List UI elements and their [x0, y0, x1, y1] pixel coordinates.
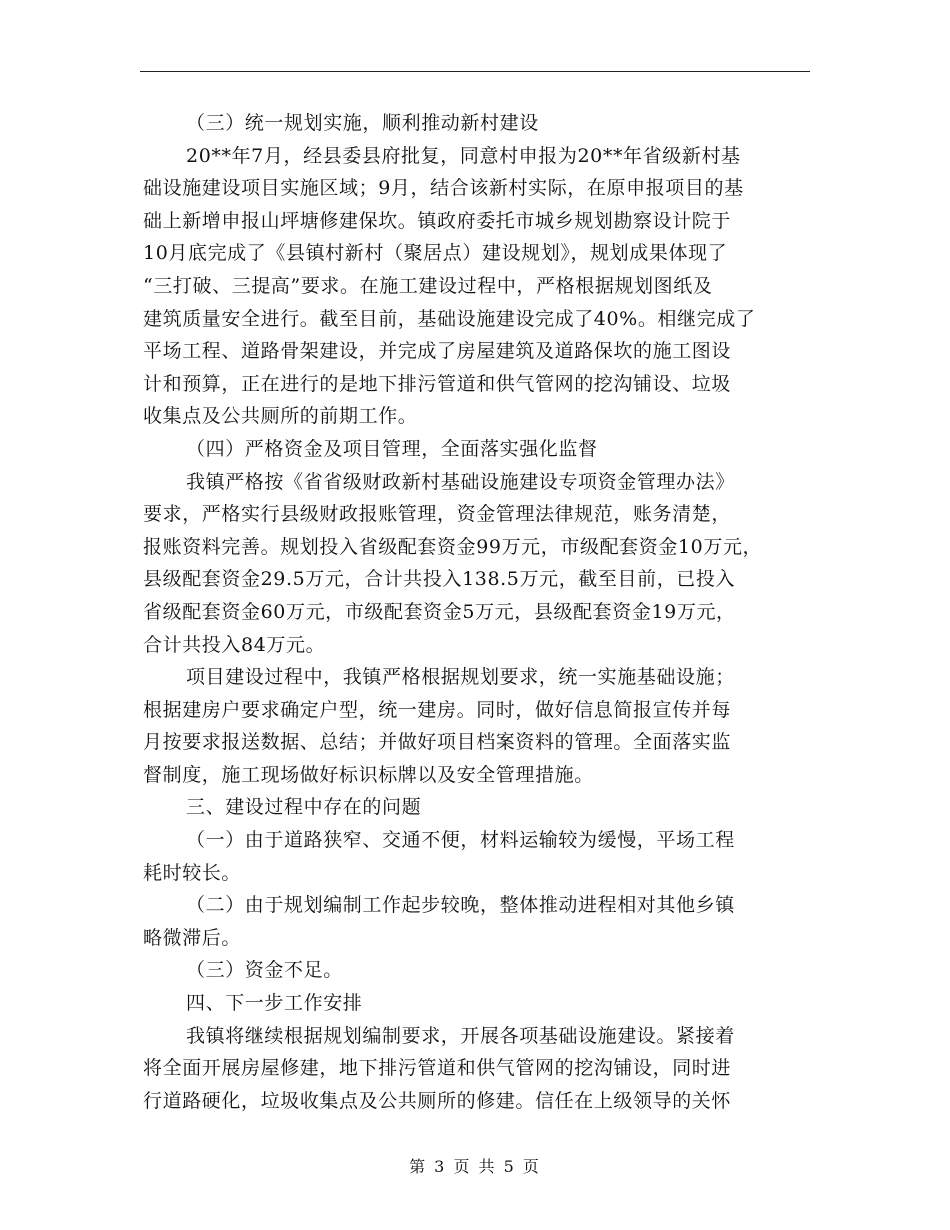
text-line: 略微滞后。 — [143, 926, 242, 949]
text-line: 督制度，施工现场做好标识标牌以及安全管理措施。 — [143, 763, 594, 786]
text-line: 20**年7月，经县委县府批复，同意村申报为20**年省级新村基 — [186, 144, 741, 167]
text-line: 省级配套资金60万元，市级配套资金5万元，县级配套资金19万元， — [143, 600, 736, 623]
text-line: 收集点及公共厕所的前期工作。 — [143, 405, 418, 428]
text-line: 四、下一步工作安排 — [186, 992, 363, 1015]
text-line: 根据建房户要求确定户型，统一建房。同时，做好信息简报宣传并每 — [143, 698, 732, 721]
header-rule — [140, 71, 810, 72]
text-line: “三打破、三提高”要求。在施工建设过程中，严格根据规划图纸及 — [143, 274, 713, 297]
text-line: 我镇严格按《省省级财政新村基础设施建设专项资金管理办法》 — [186, 470, 735, 493]
text-line: 10月底完成了《县镇村新村（聚居点）建设规划》，规划成果体现了 — [143, 242, 728, 265]
text-line: 建筑质量安全进行。截至目前，基础设施建设完成了40%。相继完成了 — [143, 307, 756, 330]
text-line: （四）严格资金及项目管理，全面落实强化监督 — [186, 437, 598, 460]
text-line: 合计共投入84万元。 — [143, 633, 326, 656]
text-line: 计和预算，正在进行的是地下排污管道和供气管网的挖沟铺设、垃圾 — [143, 372, 732, 395]
text-line: 耗时较长。 — [143, 861, 242, 884]
text-line: 础设施建设项目实施区域；9月，结合该新村实际，在原申报项目的基 — [143, 177, 744, 200]
text-line: 平场工程、道路骨架建设，并完成了房屋建筑及道路保坎的施工图设 — [143, 340, 732, 363]
text-line: （二）由于规划编制工作起步较晚，整体推动进程相对其他乡镇 — [186, 894, 735, 917]
text-line: 项目建设过程中，我镇严格根据规划要求，统一实施基础设施； — [186, 666, 735, 689]
page-number: 第 3 页 共 5 页 — [409, 1157, 541, 1176]
text-line: 础上新增申报山坪塘修建保坎。镇政府委托市城乡规划勘察设计院于 — [143, 209, 732, 232]
text-line: （一）由于道路狭窄、交通不便，材料运输较为缓慢，平场工程 — [186, 829, 735, 852]
document-body — [143, 107, 828, 1117]
text-line: 将全面开展房屋修建，地下排污管道和供气管网的挖沟铺设，同时进 — [143, 1057, 732, 1080]
text-line: 要求，严格实行县级财政报账管理，资金管理法律规范，账务清楚， — [143, 503, 732, 526]
text-line: 月按要求报送数据、总结；并做好项目档案资料的管理。全面落实监 — [143, 731, 732, 754]
text-line: （三）资金不足。 — [186, 959, 343, 982]
text-line: 三、建设过程中存在的问题 — [186, 796, 422, 819]
text-line: （三）统一规划实施，顺利推动新村建设 — [186, 112, 539, 134]
text-line: 县级配套资金29.5万元，合计共投入138.5万元，截至目前，已投入 — [143, 568, 736, 591]
text-line: 行道路硬化，垃圾收集点及公共厕所的修建。信任在上级领导的关怀 — [143, 1089, 732, 1112]
text-line: 我镇将继续根据规划编制要求，开展各项基础设施建设。紧接着 — [186, 1024, 735, 1047]
text-line: 报账资料完善。规划投入省级配套资金99万元，市级配套资金10万元， — [143, 535, 763, 558]
